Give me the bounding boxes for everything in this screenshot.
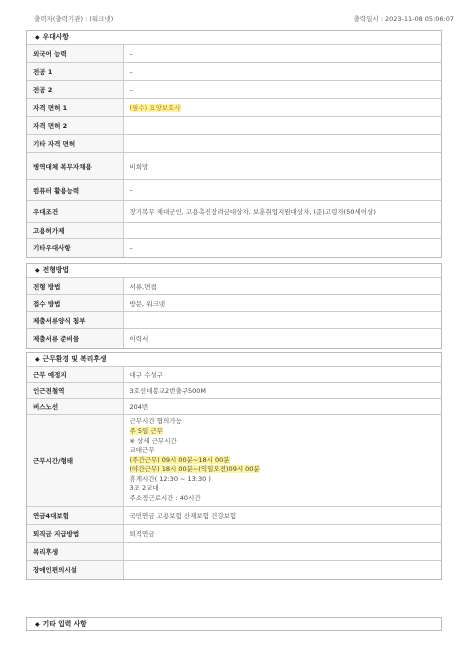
table-row: [27, 329, 441, 348]
row-value: 대구 수성구: [123, 367, 441, 383]
row-value: 장기복무 제대군인, 고용촉진장려금대상자, 보훈취업지원대상자, (준)고령자(50세이상): [123, 201, 441, 223]
table-row: [27, 295, 441, 312]
row-value: –: [123, 180, 441, 201]
row-value: [123, 312, 441, 329]
diamond-icon: ◆: [35, 34, 40, 41]
row-key: 자격 면허 2: [27, 117, 123, 135]
diamond-icon: ◆: [35, 356, 40, 363]
row-key: 근무시간/형태: [27, 415, 123, 507]
row-value: –: [123, 45, 441, 63]
detail-line: 휴게시간( 12:30 ~ 13:30 ): [129, 474, 211, 483]
detail-line: (주간근무) 09시 00분~18시 00분: [129, 455, 230, 464]
section-title: 근무환경 및 복리후생: [42, 355, 107, 363]
table-row: [27, 180, 441, 201]
row-key: 제출서류양식 첨부: [27, 312, 123, 329]
row-key: 인근전철역: [27, 383, 123, 399]
printer-info: 출력자(출력기관) : (워크넷): [34, 15, 114, 23]
other-section: [26, 617, 442, 631]
row-key: 전공 1: [27, 63, 123, 81]
preferences-section: [26, 30, 442, 258]
row-value: [123, 135, 441, 153]
detail-line: 교대근무: [129, 446, 155, 455]
row-value: 3호선대봉교2번출구500M: [123, 383, 441, 399]
section-title: 전형방법: [42, 266, 69, 274]
section-header: [27, 264, 441, 277]
table-row: [27, 561, 441, 579]
print-header: [34, 14, 454, 24]
table-row: [27, 278, 441, 295]
print-datetime: 출력일시 : 2023-11-08 05:06:07: [353, 15, 454, 23]
row-key: 컴퓨터 활용능력: [27, 180, 123, 201]
table-row: [27, 543, 441, 561]
row-key: 근무 예정지: [27, 367, 123, 383]
row-key: 복리후생: [27, 543, 123, 561]
required-license: (필수) 요양보호사: [129, 104, 181, 112]
table-row: [27, 45, 441, 63]
section-header: [27, 618, 441, 630]
table-row: [27, 312, 441, 329]
row-value: 서류,면접: [123, 278, 441, 295]
row-value: –: [123, 63, 441, 81]
diamond-icon: ◆: [35, 621, 40, 628]
row-value: –: [123, 81, 441, 99]
table-row: [27, 415, 441, 507]
row-value: 이력서: [123, 329, 441, 348]
row-value: 204번: [123, 399, 441, 415]
row-key: 접수 방법: [27, 295, 123, 312]
work-section: [26, 352, 442, 580]
row-value: [123, 561, 441, 579]
table-row: [27, 135, 441, 153]
table-row: [27, 99, 441, 117]
detail-line: 주소정근로시간 : 40시간: [129, 494, 201, 503]
row-key: 제출서류 준비물: [27, 329, 123, 348]
row-key: 버스노선: [27, 399, 123, 415]
row-key: 장애인편의시설: [27, 561, 123, 579]
table-row: [27, 117, 441, 135]
table-row: [27, 63, 441, 81]
row-key: 자격 면허 1: [27, 99, 123, 117]
row-key: 우대조건: [27, 201, 123, 223]
detail-line: 주 5일 근무: [129, 426, 163, 435]
table-row: [27, 223, 441, 239]
detail-line: 근무시간 협의가능: [129, 417, 182, 426]
row-value: [123, 117, 441, 135]
table-row: [27, 81, 441, 99]
row-key: 연금4대보험: [27, 507, 123, 525]
table-row: [27, 525, 441, 543]
table-row: [27, 201, 441, 223]
work-table: [27, 366, 441, 579]
row-key: 전형 방법: [27, 278, 123, 295]
row-value: –: [123, 239, 441, 257]
row-key: 고용허가제: [27, 223, 123, 239]
detail-line: 3조 2교대: [129, 484, 159, 493]
work-hours-detail: [123, 415, 441, 507]
row-value: 방문, 워크넷: [123, 295, 441, 312]
detail-line: (야간근무) 18시 00분~(익일오전)09시 00분: [129, 465, 260, 474]
row-key: 퇴직금 지급방법: [27, 525, 123, 543]
row-key: 병역대체 복무자채용: [27, 153, 123, 180]
table-row: [27, 153, 441, 180]
selection-table: [27, 277, 441, 348]
section-header: [27, 31, 441, 44]
row-value: 비희망: [123, 153, 441, 180]
table-row: [27, 399, 441, 415]
row-value: [123, 223, 441, 239]
row-value: [123, 543, 441, 561]
selection-section: [26, 263, 442, 349]
row-key: 기타 자격 면허: [27, 135, 123, 153]
table-row: [27, 367, 441, 383]
row-key: 전공 2: [27, 81, 123, 99]
preferences-table: [27, 44, 441, 257]
row-key: 외국어 능력: [27, 45, 123, 63]
diamond-icon: ◆: [35, 267, 40, 274]
table-row: [27, 239, 441, 257]
row-value: 퇴직연금: [123, 525, 441, 543]
table-row: [27, 383, 441, 399]
detail-line: ※ 상세 근무시간: [129, 436, 177, 445]
section-title: 기타 입력 사항: [42, 620, 87, 628]
row-key: 기타우대사항: [27, 239, 123, 257]
section-title: 우대사항: [42, 33, 69, 41]
table-row: [27, 507, 441, 525]
section-header: [27, 353, 441, 366]
row-value: 국민연금 고용보험 산재보험 건강보험: [123, 507, 441, 525]
